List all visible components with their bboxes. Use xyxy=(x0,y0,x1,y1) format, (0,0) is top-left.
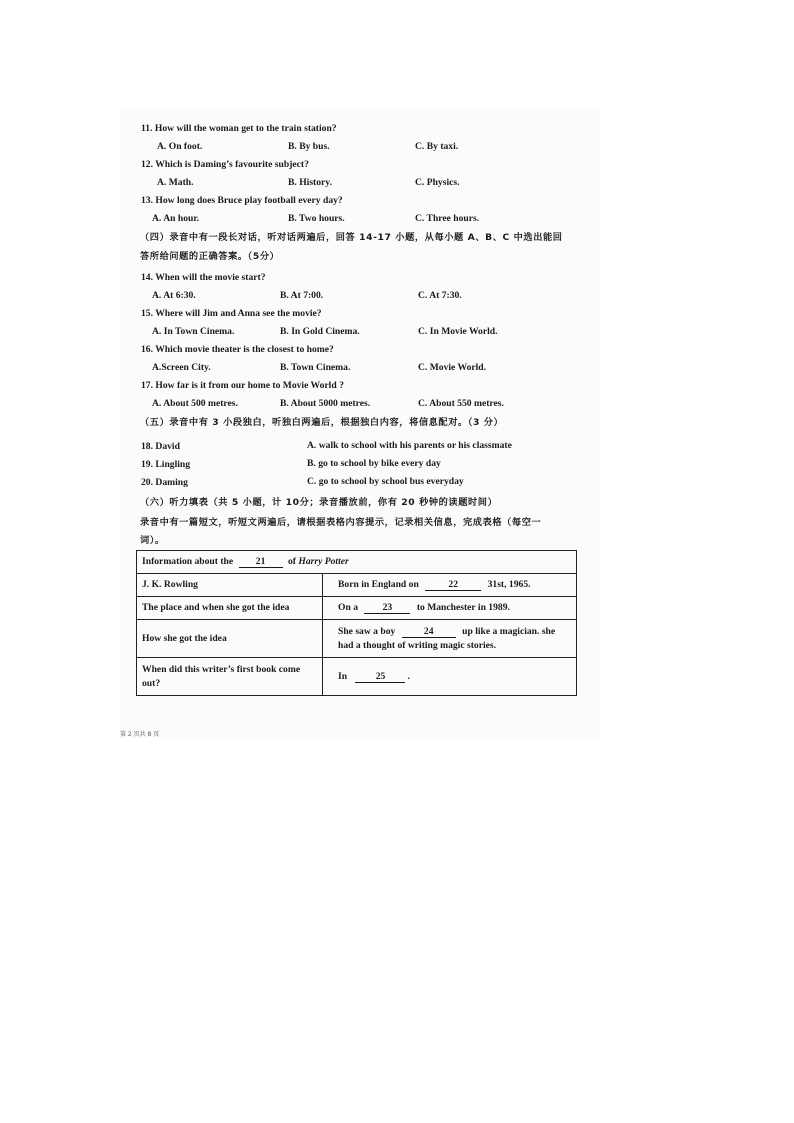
row2-text-pre: On a xyxy=(338,602,358,613)
q13-option-a: A. An hour. xyxy=(152,213,200,224)
blank-25[interactable]: 25 xyxy=(355,671,405,683)
row4-label-line1: When did this writer’s first book come xyxy=(142,663,301,675)
match-option-b: B. go to school by bike every day xyxy=(307,458,441,469)
question-12: 12. Which is Daming’s favourite subject? xyxy=(141,159,309,170)
row1-label: J. K. Rowling xyxy=(137,574,323,597)
section-6-instruction-line2: 录音中有一篇短文，听短文两遍后，请根据表格内容提示，记录相关信息，完成表格（每空一 xyxy=(140,517,542,528)
row2-label: The place and when she got the idea xyxy=(137,597,323,620)
header-of: of xyxy=(287,556,296,567)
q11-option-a: A. On foot. xyxy=(157,141,203,152)
row2-content xyxy=(323,597,577,620)
q12-option-a: A. Math. xyxy=(157,177,194,188)
match-name-20: 20. Daming xyxy=(141,477,188,488)
blank-22[interactable]: 22 xyxy=(425,579,481,591)
row3-content xyxy=(323,620,577,658)
section-5-instruction: （五）录音中有 3 小段独白，听独白两遍后，根据独白内容，将信息配对。（3 分） xyxy=(140,417,504,428)
q16-option-a: A.Screen City. xyxy=(152,362,211,373)
row1-content xyxy=(323,574,577,597)
q17-option-b: B. About 5000 metres. xyxy=(280,398,371,409)
match-name-19: 19. Lingling xyxy=(141,459,191,470)
table-row xyxy=(137,574,577,597)
q14-option-c: C. At 7:30. xyxy=(418,290,462,301)
blank-21[interactable]: 21 xyxy=(239,556,283,568)
row3-text-line2: had a thought of writing magic stories. xyxy=(338,639,497,651)
row3-label: How she got the idea xyxy=(137,620,323,658)
row4-text-post: . xyxy=(407,670,410,682)
question-14: 14. When will the movie start? xyxy=(141,272,266,283)
table-row xyxy=(137,658,577,696)
section-6-instruction-line1: （六）听力填表（共 5 小题，计 10分；录音播放前，你有 20 秒钟的读题时间） xyxy=(140,497,498,508)
q15-option-c: C. In Movie World. xyxy=(418,326,498,337)
row1-text-post: 31st, 1965. xyxy=(487,579,531,590)
q12-option-b: B. History. xyxy=(288,177,332,188)
q11-option-b: B. By bus. xyxy=(288,141,330,152)
row1-text-pre: Born in England on xyxy=(338,579,419,590)
q13-option-b: B. Two hours. xyxy=(288,213,345,224)
match-option-c: C. go to school by school bus everyday xyxy=(307,476,464,487)
row4-text-pre: In xyxy=(338,670,348,682)
row4-label-line2: out? xyxy=(142,677,161,689)
q16-option-b: B. Town Cinema. xyxy=(280,362,351,373)
question-15: 15. Where will Jim and Anna see the movie? xyxy=(141,308,322,319)
q11-option-c: C. By taxi. xyxy=(415,141,459,152)
question-13: 13. How long does Bruce play football every day? xyxy=(141,195,343,206)
table-row xyxy=(137,551,577,574)
page-footer: 第 2 页共 8 页 xyxy=(120,731,160,738)
table-header-cell xyxy=(137,551,577,574)
table-row xyxy=(137,597,577,620)
q16-option-c: C. Movie World. xyxy=(418,362,487,373)
section-6-instruction-line3: 词）。 xyxy=(140,535,165,546)
q13-option-c: C. Three hours. xyxy=(415,213,480,224)
row2-text-post: to Manchester in 1989. xyxy=(416,602,510,613)
question-16: 16. Which movie theater is the closest to home? xyxy=(141,344,334,355)
harry-potter-info-table xyxy=(136,550,577,696)
q12-option-c: C. Physics. xyxy=(415,177,460,188)
q17-option-a: A. About 500 metres. xyxy=(152,398,238,409)
q14-option-a: A. At 6:30. xyxy=(152,290,196,301)
section-4-instruction-line2: 答所给问题的正确答案。（5分） xyxy=(140,251,280,262)
row4-label xyxy=(137,658,323,696)
blank-23[interactable]: 23 xyxy=(364,602,410,614)
q15-option-b: B. In Gold Cinema. xyxy=(280,326,360,337)
row3-text-pre: She saw a boy xyxy=(338,625,396,637)
row3-text-post: up like a magician. she xyxy=(462,625,556,637)
q15-option-a: A. In Town Cinema. xyxy=(152,326,235,337)
q17-option-c: C. About 550 metres. xyxy=(418,398,504,409)
question-11: 11. How will the woman get to the train station? xyxy=(141,123,337,134)
match-option-a: A. walk to school with his parents or his classmate xyxy=(307,440,512,451)
header-text: Information about the xyxy=(142,556,234,567)
blank-24[interactable]: 24 xyxy=(402,626,456,638)
question-17: 17. How far is it from our home to Movie World ? xyxy=(141,380,344,391)
row4-content xyxy=(323,658,577,696)
match-name-18: 18. David xyxy=(141,441,180,452)
section-4-instruction-line1: （四）录音中有一段长对话，听对话两遍后，回答 14-17 小题，从每小题 A、B、C 中选出能回 xyxy=(140,232,563,243)
q14-option-b: B. At 7:00. xyxy=(280,290,324,301)
table-row xyxy=(137,620,577,658)
header-book-title: Harry Potter xyxy=(298,556,349,567)
